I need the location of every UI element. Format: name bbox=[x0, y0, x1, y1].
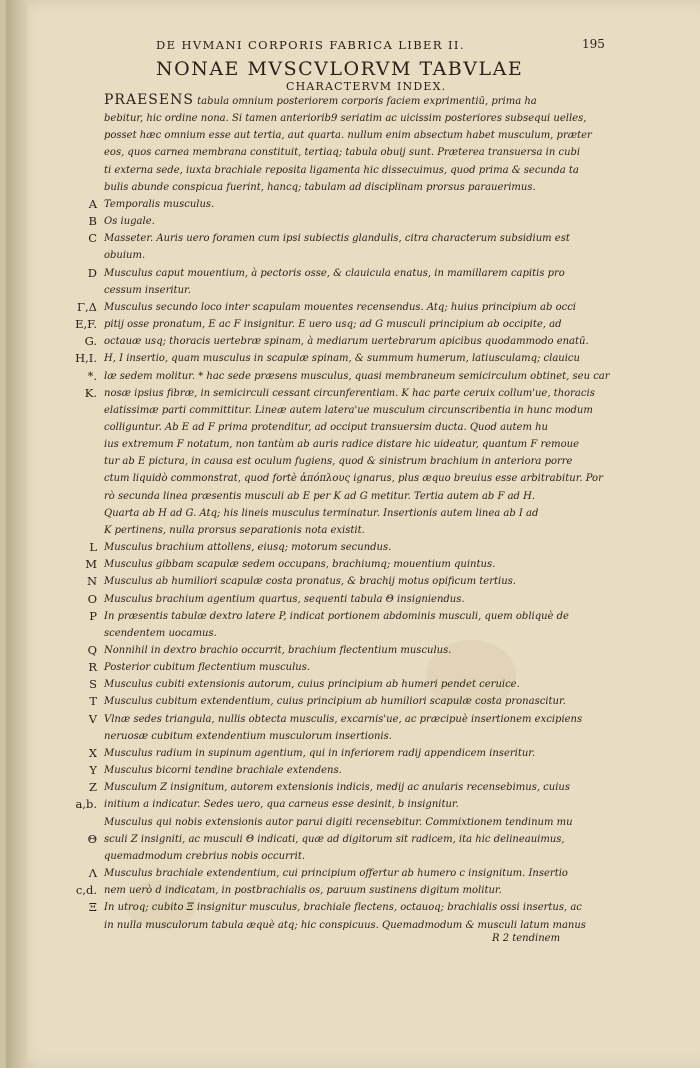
entry-key bbox=[52, 608, 104, 642]
entry-key bbox=[52, 659, 104, 676]
entry-text bbox=[104, 899, 612, 933]
book-page bbox=[6, 0, 700, 1068]
index-entry bbox=[52, 230, 612, 264]
index-entry bbox=[52, 196, 612, 213]
index-entry bbox=[52, 762, 612, 779]
entry-key bbox=[52, 676, 104, 693]
entry-text bbox=[104, 230, 612, 264]
index-entry bbox=[52, 676, 612, 693]
entry-text bbox=[104, 608, 612, 642]
entry-line: pitij osse pronatum, E ac F insignitur. E uero usq; ad G musculi principium ab occipite, ad bbox=[104, 319, 562, 331]
entry-line: Temporalis musculus. bbox=[104, 198, 215, 210]
entry-line: H, I insertio, quam musculus in scapulæ spinam, & summum humerum, latiusculamq; clauicu bbox=[104, 353, 580, 365]
entry-key bbox=[52, 265, 104, 299]
entry-line: Nonnihil in dextro brachio occurrit, brachium flectentium musculus. bbox=[104, 645, 452, 656]
entry-key bbox=[52, 539, 104, 556]
page-gutter bbox=[6, 0, 28, 1068]
entry-line: neruosæ cubitum extendentium musculorum insertionis. bbox=[104, 730, 392, 742]
entry-line: Os iugale. bbox=[104, 216, 155, 228]
entry-key bbox=[52, 642, 104, 659]
entry-line: læ sedem molitur. * hac sede præsens musculus, quasi membraneum semicirculum obtinet, seu car bbox=[104, 370, 610, 382]
entry-line: Vlnæ sedes triangula, nullis obtecta musculis, excarnis'ue, ac præcipuè insertionem excipiens bbox=[104, 713, 583, 725]
entry-key-letter: V bbox=[88, 711, 97, 726]
index-entry bbox=[52, 591, 612, 608]
index-entry bbox=[52, 213, 612, 230]
entry-line: initium a indicatur. Sedes uero, qua carneus esse desinit, b insignitur. bbox=[104, 799, 459, 811]
entry-text bbox=[104, 573, 612, 590]
entry-line: Musculus caput mouentium, à pectoris osse, & clauicula enatus, in mamillarem capitis pro bbox=[104, 267, 565, 279]
entry-key-letter: M bbox=[85, 557, 97, 572]
entry-key-letter: T bbox=[89, 694, 97, 709]
entry-key-letter: Γ,Δ bbox=[77, 299, 97, 314]
entry-key-letter: S bbox=[89, 677, 97, 692]
index-entry bbox=[52, 556, 612, 573]
index-entry bbox=[52, 711, 612, 745]
entry-text bbox=[104, 213, 612, 230]
entry-key bbox=[52, 196, 104, 213]
index-entry bbox=[52, 814, 612, 865]
character-index bbox=[52, 92, 612, 934]
entry-line: nem uerò d indicatam, in postbrachialis os, paruum sustinens digitum molitur. bbox=[104, 885, 502, 897]
entry-line: Quarta ab H ad G. Atq; his lineis musculus terminatur. Insertionis autem linea ab I ad bbox=[104, 507, 539, 519]
entry-key-letter: Θ bbox=[87, 831, 97, 846]
index-entry bbox=[52, 92, 612, 196]
entry-key bbox=[52, 573, 104, 590]
entry-line: obuium. bbox=[104, 250, 146, 262]
entry-text bbox=[104, 779, 612, 813]
entry-text bbox=[104, 299, 612, 539]
entry-key bbox=[52, 762, 104, 779]
entry-key-letter: R bbox=[88, 660, 97, 675]
entry-line: PRAESENS tabula omnium posteriorem corporis faciem exprimentiū, prima ha bbox=[104, 92, 537, 108]
page-title: NONAE MVSCVLORVM TABVLAE bbox=[156, 58, 524, 80]
entry-key bbox=[52, 693, 104, 710]
entry-key bbox=[52, 814, 104, 865]
entry-key-letter: Ξ bbox=[88, 900, 97, 915]
entry-line: K pertinens, nulla prorsus separationis nota existit. bbox=[104, 524, 365, 536]
entry-key-letter: P bbox=[89, 608, 97, 623]
entry-line: Musculus qui nobis extensionis autor parui digiti recensebitur. Commixtionem tendinum mu bbox=[104, 816, 573, 828]
entry-line: Musculus cubitum extendentium, cuius principium ab humiliori scapulæ costa pronascitur. bbox=[104, 696, 566, 708]
entry-text bbox=[104, 92, 612, 196]
entry-key-letter: N bbox=[86, 574, 97, 589]
index-entry bbox=[52, 299, 612, 539]
entry-text bbox=[104, 642, 612, 659]
index-entry bbox=[52, 265, 612, 299]
page-number: 195 bbox=[582, 37, 605, 51]
entry-key bbox=[52, 711, 104, 745]
entry-text bbox=[104, 762, 612, 779]
running-head: DE HVMANI CORPORIS FABRICA LIBER II. bbox=[156, 38, 465, 52]
entry-key-letter: E,F. bbox=[75, 317, 97, 332]
entry-line: Posterior cubitum flectentium musculus. bbox=[104, 662, 311, 674]
entry-text bbox=[104, 693, 612, 710]
entry-key bbox=[52, 213, 104, 230]
entry-key-letter: Λ bbox=[88, 866, 97, 881]
entry-key bbox=[52, 556, 104, 573]
entry-text bbox=[104, 556, 612, 573]
index-entry bbox=[52, 865, 612, 899]
entry-line: Musculus radium in supinum agentium, qui in inferiorem radij appendicem inseritur. bbox=[104, 747, 536, 759]
entry-line: colliguntur. Ab E ad F prima protenditur, ad occiput transuersim ducta. Quod autem hu bbox=[104, 421, 548, 433]
entry-line: Musculus secundo loco inter scapulam mouentes recensendus. Atq; huius principium ab occi bbox=[104, 301, 576, 313]
index-entry bbox=[52, 659, 612, 676]
opening-capitals: PRAESENS bbox=[104, 92, 194, 108]
entry-key-letter bbox=[52, 92, 97, 109]
entry-key bbox=[52, 745, 104, 762]
index-entry bbox=[52, 573, 612, 590]
entry-text bbox=[104, 539, 612, 556]
entry-key bbox=[52, 899, 104, 933]
entry-key-letter: a,b. bbox=[75, 797, 97, 812]
entry-line: rò secunda linea præsentis musculi ab E per K ad G metitur. Tertia autem ab F ad H. bbox=[104, 490, 536, 502]
entry-line: quemadmodum crebrius nobis occurrit. bbox=[104, 850, 306, 862]
entry-key-letter: c,d. bbox=[75, 883, 97, 898]
entry-key-letter: B bbox=[88, 214, 97, 229]
index-entry bbox=[52, 642, 612, 659]
entry-key bbox=[52, 92, 104, 196]
entry-line: eos, quos carnea membrana constituit, tertiaq; tabula obuij sunt. Præterea transuersa in cubi bbox=[104, 147, 581, 159]
entry-key bbox=[52, 865, 104, 899]
entry-key-letter: *. bbox=[87, 368, 97, 383]
index-entry bbox=[52, 693, 612, 710]
index-entry bbox=[52, 539, 612, 556]
entry-line: nosæ ipsius fibræ, in semicirculi cessant circunferentiam. K hac parte ceruix collum'ue, thoracis bbox=[104, 387, 595, 399]
entry-line: bebitur, hic ordine nona. Si tamen anteriorib9 seriatim ac uicissim posteriores subsequi uelles, bbox=[104, 113, 587, 125]
entry-line: bulis abunde conspicua fuerint, hancq; tabulam ad disciplinam prorsus parauerimus. bbox=[104, 181, 536, 193]
entry-line: scendentem uocamus. bbox=[104, 627, 217, 639]
entry-key bbox=[52, 591, 104, 608]
entry-line: ti externa sede, iuxta brachiale reposita ligamenta hic dissecuimus, quod prima & secunda ta bbox=[104, 164, 579, 176]
entry-text bbox=[104, 865, 612, 899]
entry-key-letter: Q bbox=[87, 643, 97, 657]
entry-line: Musculus brachiale extendentium, cui principium offertur ab humero c insignitum. Insertio bbox=[104, 868, 568, 880]
entry-line: ius extremum F notatum, non tantùm ab auris radice distare hic uideatur, quantum F remoue bbox=[104, 439, 580, 451]
entry-key-letter: D bbox=[87, 265, 97, 280]
entry-key-letter: L bbox=[89, 540, 97, 555]
entry-text bbox=[104, 591, 612, 608]
entry-key-letter: H,I. bbox=[75, 351, 97, 366]
entry-key-letter bbox=[52, 814, 97, 831]
entry-key-letter: A bbox=[88, 196, 97, 211]
entry-text bbox=[104, 745, 612, 762]
entry-key bbox=[52, 299, 104, 539]
entry-text bbox=[104, 265, 612, 299]
entry-text bbox=[104, 196, 612, 213]
entry-line: Musculus bicorni tendine brachiale extendens. bbox=[104, 765, 342, 777]
entry-key-letter: G. bbox=[84, 334, 97, 349]
entry-line: Masseter. Auris uero foramen cum ipsi subiectis glandulis, citra characterum subsidium est bbox=[104, 233, 570, 245]
entry-text bbox=[104, 676, 612, 693]
entry-line: posset hæc omnium esse aut tertia, aut quarta. nullum enim absectum habet musculum, præter bbox=[104, 130, 592, 142]
entry-line: octauæ usq; thoracis uertebræ spinam, à mediarum uertebrarum apicibus quodammodo enatū. bbox=[104, 336, 589, 348]
entry-key-letter: O bbox=[87, 591, 97, 606]
entry-line: Musculum Z insignitum, autorem extensionis indicis, medij ac anularis recensebimus, cuius bbox=[104, 782, 570, 794]
index-entry bbox=[52, 779, 612, 813]
entry-line: ctum liquidò commonstrat, quod fortè ἀπόπλους ignarus, plus æquo breuius esse arbitrabitur. Por bbox=[104, 473, 603, 485]
entry-line: in nulla musculorum tabula æquè atq; hic conspicuus. Quemadmodum & musculi latum manus bbox=[104, 919, 586, 931]
catchword: R 2 tendinem bbox=[492, 933, 561, 944]
entry-key-letter: K. bbox=[84, 385, 97, 400]
entry-key-letter: Y bbox=[89, 763, 97, 778]
entry-line: Musculus brachium attollens, eiusq; motorum secundus. bbox=[104, 542, 392, 554]
page-subtitle: CHARACTERVM INDEX. bbox=[286, 80, 447, 93]
index-entry bbox=[52, 745, 612, 762]
index-entry bbox=[52, 899, 612, 933]
entry-key bbox=[52, 230, 104, 264]
entry-key-letter: C bbox=[88, 231, 97, 246]
entry-line: sculi Z insigniti, ac musculi Θ indicati, quæ ad digitorum sit radicem, ita hic delineauimus, bbox=[104, 833, 565, 845]
entry-line: tur ab E pictura, in causa est oculum fugiens, quod & sinistrum brachium in anteriora porre bbox=[104, 456, 573, 468]
entry-line: Musculus cubiti extensionis autorum, cuius principium ab humeri pendet ceruice. bbox=[104, 679, 520, 691]
entry-line: In præsentis tabulæ dextro latere P, indicat portionem abdominis musculi, quem obliquè de bbox=[104, 610, 569, 622]
entry-key-letter: Z bbox=[89, 780, 97, 795]
index-entry bbox=[52, 608, 612, 642]
entry-line: Musculus brachium agentium quartus, sequenti tabula Θ insigniendus. bbox=[104, 593, 465, 605]
entry-key-letter: X bbox=[88, 745, 97, 760]
entry-line: cessum inseritur. bbox=[104, 284, 191, 296]
entry-text bbox=[104, 711, 612, 745]
entry-line: In utroq; cubito Ξ insignitur musculus, brachiale flectens, octauoq; brachialis ossi insertus, ac bbox=[104, 902, 582, 914]
entry-key bbox=[52, 779, 104, 813]
entry-line: Musculus gibbam scapulæ sedem occupans, brachiumq; mouentium quintus. bbox=[104, 559, 496, 571]
entry-text bbox=[104, 814, 612, 865]
entry-line: Musculus ab humiliori scapulæ costa pronatus, & brachij motus opificum tertius. bbox=[104, 576, 516, 588]
entry-line: elatissimæ parti committitur. Lineæ autem latera'ue musculum circunscribentia in hunc modum bbox=[104, 404, 593, 416]
entry-text bbox=[104, 659, 612, 676]
